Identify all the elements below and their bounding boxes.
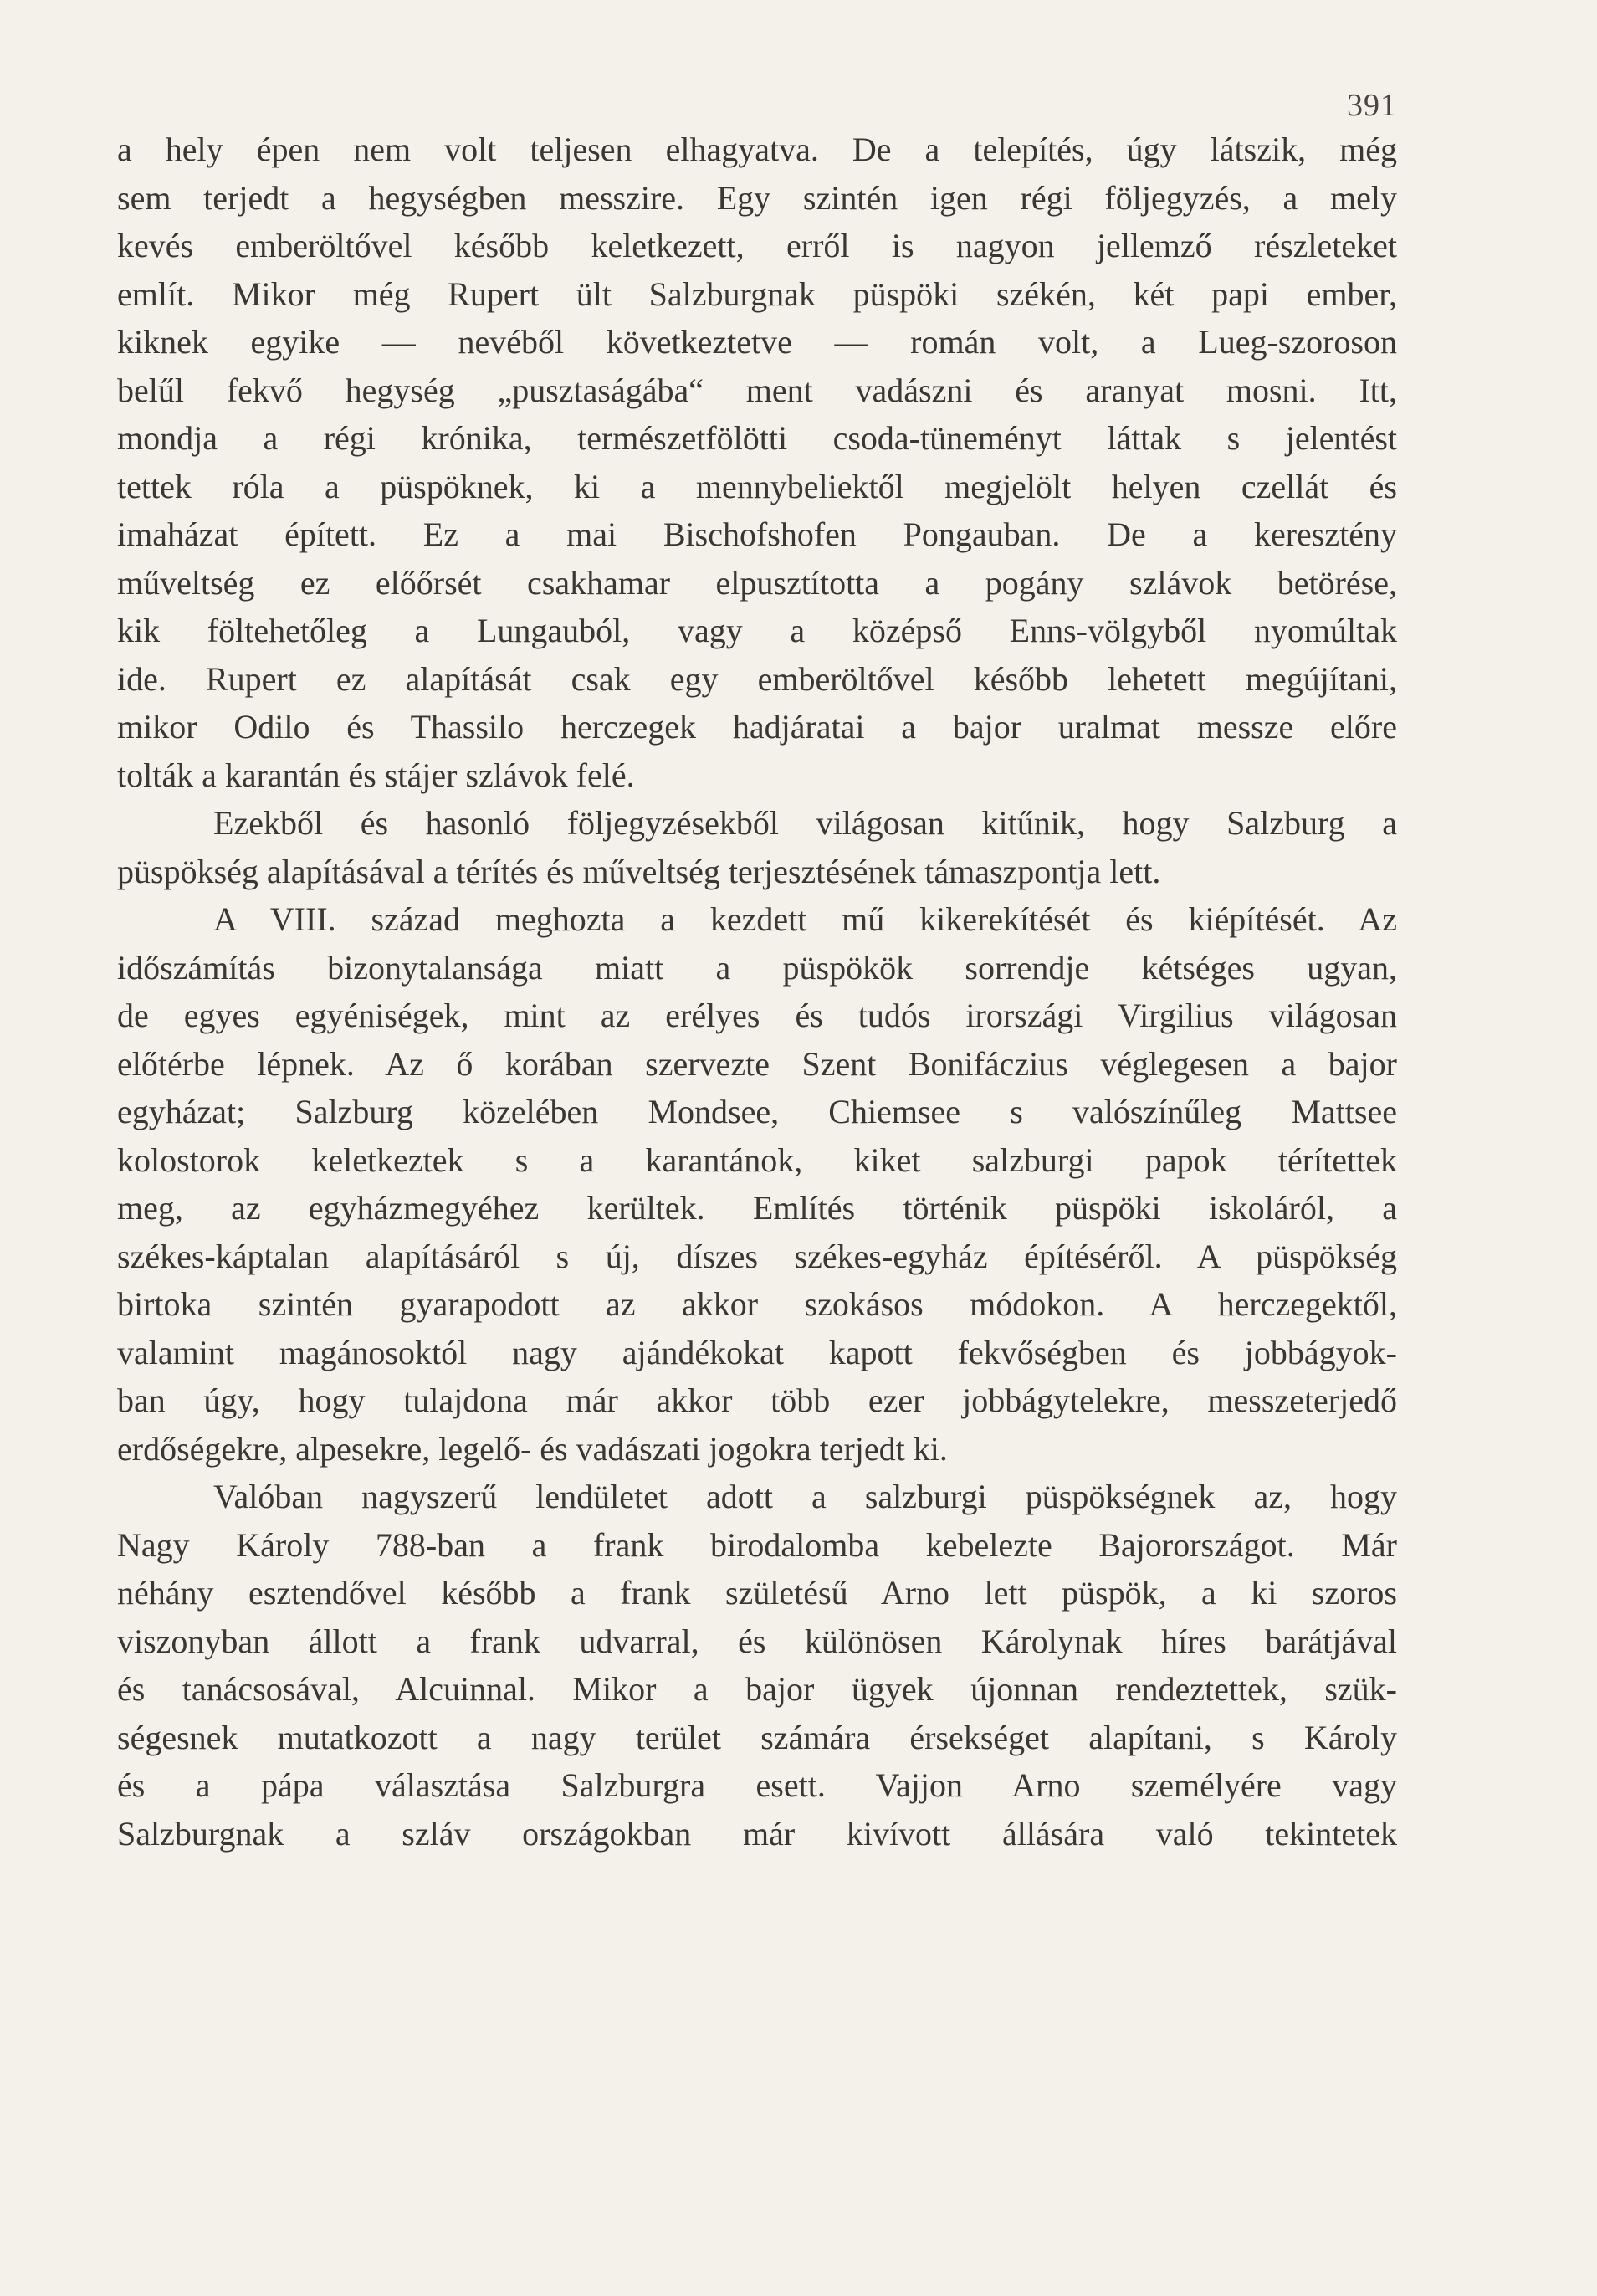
text-line: előtérbe lépnek. Az ő korában szervezte Szent Bonifáczius véglegesen a bajor xyxy=(117,1044,1397,1083)
text-line: kiknek egyike — nevéből következtetve — román volt, a Lueg-szoroson xyxy=(117,323,1397,361)
text-line: erdőségekre, alpesekre, legelő- és vadászati jogokra terjedt ki. xyxy=(117,1429,948,1468)
page-number: 391 xyxy=(1347,88,1397,123)
text-line: mikor Odilo és Thassilo herczegek hadjáratai a bajor uralmat messze előre xyxy=(117,708,1397,746)
text-line: a hely épen nem volt teljesen elhagyatva. De a telepítés, úgy látszik, még xyxy=(117,131,1397,168)
text-line: A VIII. század meghozta a kezdett mű kikerekítését és kiépítését. Az xyxy=(213,900,1397,938)
body-text xyxy=(117,126,1397,1858)
text-line: ségesnek mutatkozott a nagy terület számára érsekséget alapítani, s Károly xyxy=(117,1718,1397,1756)
text-line: viszonyban állott a frank udvarral, és különösen Károlynak híres barátjával xyxy=(117,1622,1397,1660)
text-line: említ. Mikor még Rupert ült Salzburgnak püspöki székén, két papi ember, xyxy=(117,274,1397,313)
text-line: valamint magánosoktól nagy ajándékokat kapott fekvőségben és jobbágyok- xyxy=(117,1333,1397,1371)
text-line: Salzburgnak a szláv országokban már kivívott állására való tekintetek xyxy=(117,1814,1397,1853)
text-line: és tanácsosával, Alcuinnal. Mikor a bajor ügyek újonnan rendeztettek, szük- xyxy=(117,1670,1397,1708)
text-line: Valóban nagyszerű lendületet adott a salzburgi püspökségnek az, hogy xyxy=(213,1478,1397,1515)
text-line: mondja a régi krónika, természetfölötti csoda-tüneményt láttak s jelentést xyxy=(117,419,1397,457)
text-line: sem terjedt a hegységben messzire. Egy szintén igen régi följegyzés, a mely xyxy=(117,178,1397,217)
text-line: birtoka szintén gyarapodott az akkor szokásos módokon. A herczegektől, xyxy=(117,1285,1397,1323)
text-line: ide. Rupert ez alapítását csak egy emberöltővel később lehetett megújítani, xyxy=(117,659,1397,698)
text-line: püspökség alapításával a térítés és műveltség terjesztésének támaszpontja lett. xyxy=(117,852,1161,890)
text-line: ban úgy, hogy tulajdona már akkor több ezer jobbágytelekre, messzeterjedő xyxy=(117,1381,1397,1419)
text-line: néhány esztendővel később a frank születésű Arno lett püspök, a ki szoros xyxy=(117,1574,1397,1612)
text-line: és a pápa választása Salzburgra esett. Vajjon Arno személyére vagy xyxy=(117,1766,1397,1804)
text-line: belűl fekvő hegység „pusztaságába“ ment vadászni és aranyat mosni. Itt, xyxy=(117,371,1397,409)
text-line: imaházat épített. Ez a mai Bischofshofen Pongauban. De a keresztény xyxy=(117,515,1397,553)
text-line: Ezekből és hasonló följegyzésekből világosan kitűnik, hogy Salzburg a xyxy=(213,804,1397,842)
text-line: kolostorok keletkeztek s a karantánok, kiket salzburgi papok térítettek xyxy=(117,1140,1397,1179)
text-line: meg, az egyházmegyéhez kerültek. Említés történik püspöki iskoláról, a xyxy=(117,1189,1397,1227)
text-line: kevés emberöltővel később keletkezett, erről is nagyon jellemző részleteket xyxy=(117,227,1397,264)
text-line: kik föltehetőleg a Lungauból, vagy a középső Enns-völgyből nyomúltak xyxy=(117,612,1397,649)
text-line: egyházat; Salzburg közelében Mondsee, Chiemsee s valószínűleg Mattsee xyxy=(117,1093,1397,1130)
text-line: tettek róla a püspöknek, ki a mennybeliektől megjelölt helyen czellát és xyxy=(117,467,1397,505)
text-line: időszámítás bizonytalansága miatt a püspökök sorrendje kétséges ugyan, xyxy=(117,948,1397,987)
text-line: székes-káptalan alapításáról s új, díszes székes-egyház építéséről. A püspökség xyxy=(117,1237,1397,1275)
text-line: műveltség ez előőrsét csakhamar elpusztította a pogány szlávok betörése, xyxy=(117,563,1397,602)
text-line: de egyes egyéniségek, mint az erélyes és tudós irországi Virgilius világosan xyxy=(117,997,1397,1034)
text-line: Nagy Károly 788-ban a frank birodalomba kebelezte Bajorországot. Már xyxy=(117,1525,1397,1564)
text-line: tolták a karantán és stájer szlávok felé. xyxy=(117,756,635,794)
